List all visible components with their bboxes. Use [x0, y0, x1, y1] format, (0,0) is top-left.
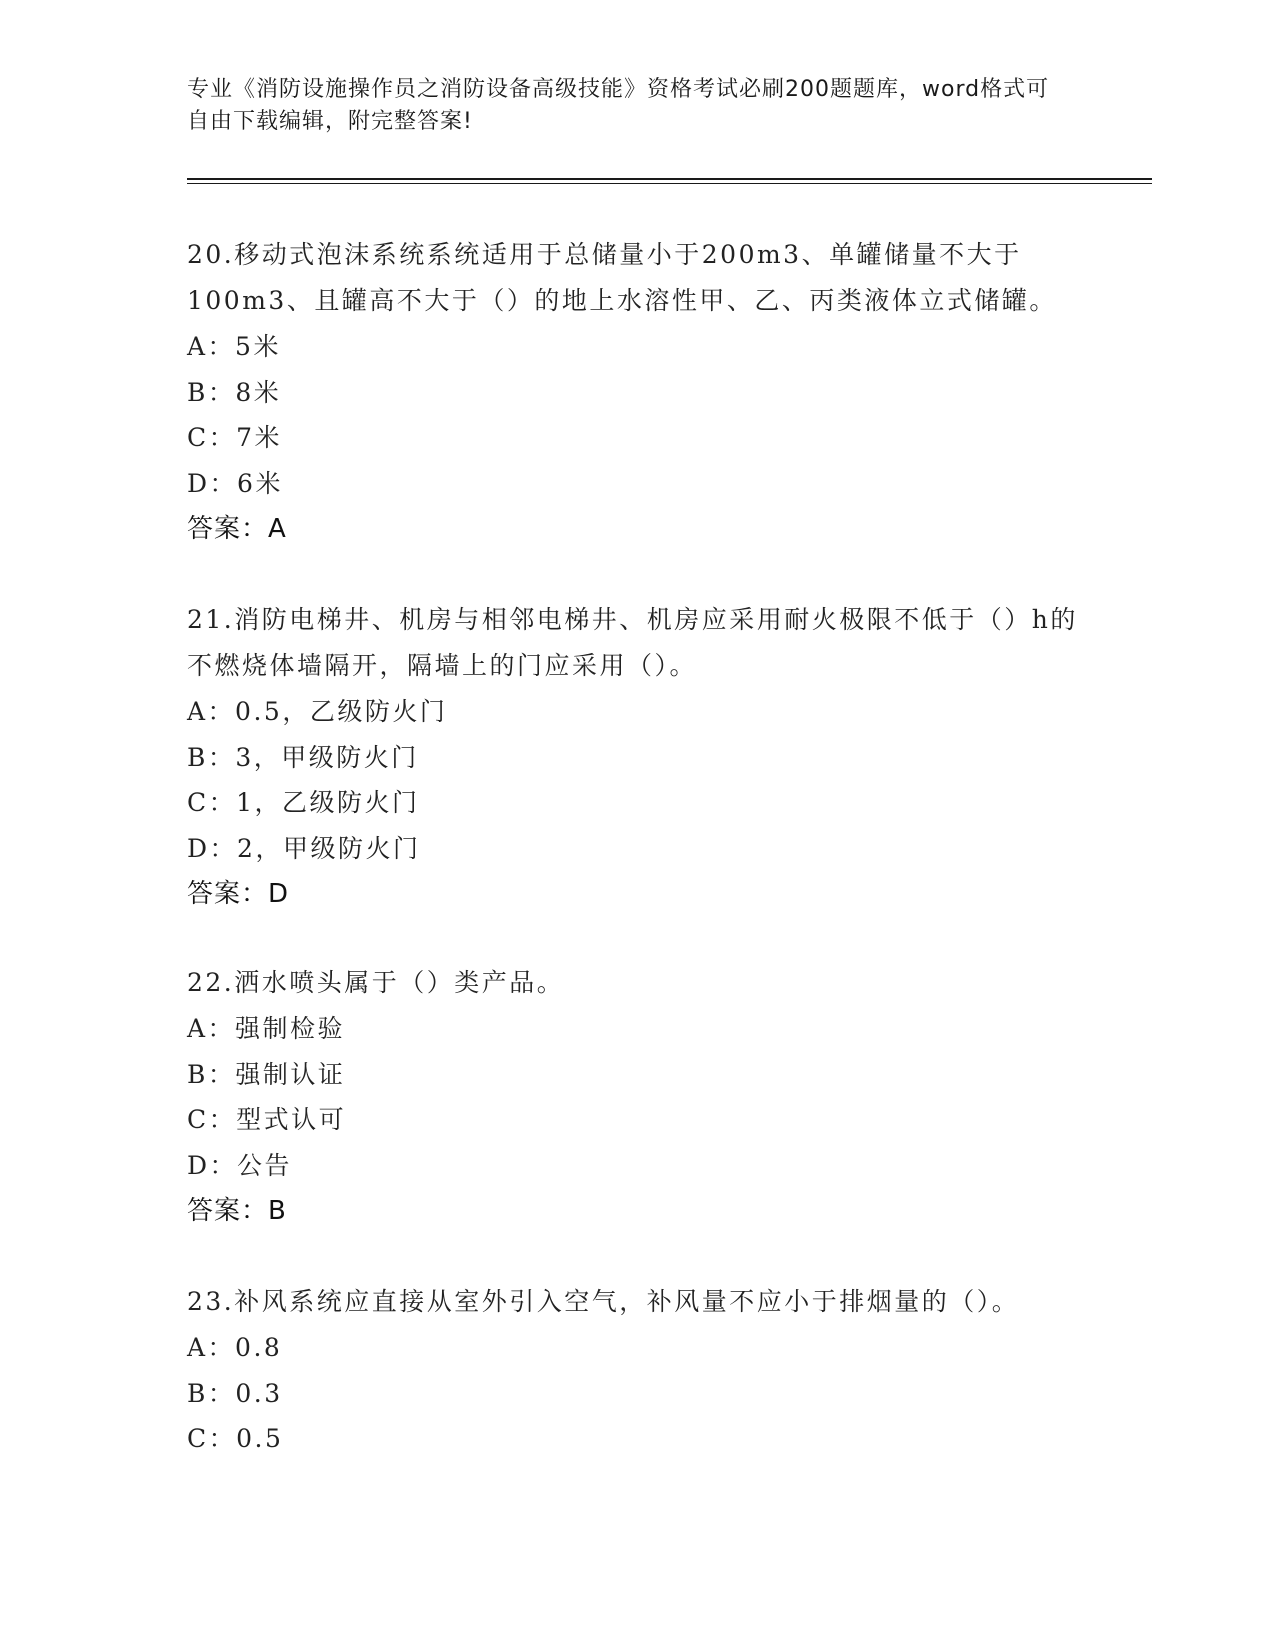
option-d: D：公告 — [187, 1150, 293, 1180]
question-20 — [187, 232, 1087, 552]
option-d: D：2，甲级防火门 — [187, 833, 421, 863]
answer: 答案：B — [187, 1196, 287, 1226]
option-b: B：强制认证 — [187, 1059, 346, 1089]
option-b: B：8米 — [187, 377, 282, 407]
option-c: C：0.5 — [187, 1424, 284, 1453]
option-b: B：3，甲级防火门 — [187, 742, 419, 772]
question-21 — [187, 597, 1087, 917]
option-a: A：0.8 — [187, 1333, 283, 1362]
option-a: A：5米 — [187, 332, 281, 361]
option-a: A：强制检验 — [187, 1014, 346, 1043]
option-c: C：7米 — [187, 423, 283, 452]
question-stem: 22.洒水喷头属于（）类产品。 — [187, 968, 565, 997]
question-22 — [187, 960, 1087, 1234]
document-header: 专业《消防设施操作员之消防设备高级技能》资格考试必刷200题题库，word格式可自由下载编辑，附完整答案! — [187, 77, 1050, 134]
question-23 — [187, 1279, 1087, 1462]
question-stem: 20.移动式泡沫系统系统适用于总储量小于200m3、单罐储量不大于100m3、且罐高不大于（）的地上水溶性甲、乙、丙类液体立式储罐。 — [187, 240, 1057, 315]
answer: 答案：D — [187, 879, 290, 909]
option-b: B：0.3 — [187, 1378, 283, 1408]
answer: 答案：A — [187, 514, 287, 544]
question-stem: 23.补风系统应直接从室外引入空气，补风量不应小于排烟量的（）。 — [187, 1287, 1020, 1316]
option-c: C：型式认可 — [187, 1105, 347, 1134]
question-stem: 21.消防电梯井、机房与相邻电梯井、机房应采用耐火极限不低于（）h的不燃烧体墙隔开，隔墙上的门应采用（）。 — [187, 605, 1078, 680]
header-divider — [187, 178, 1152, 180]
option-a: A：0.5，乙级防火门 — [187, 697, 448, 726]
option-d: D：6米 — [187, 468, 283, 498]
header-divider-thin — [187, 183, 1152, 184]
option-c: C：1，乙级防火门 — [187, 788, 420, 817]
